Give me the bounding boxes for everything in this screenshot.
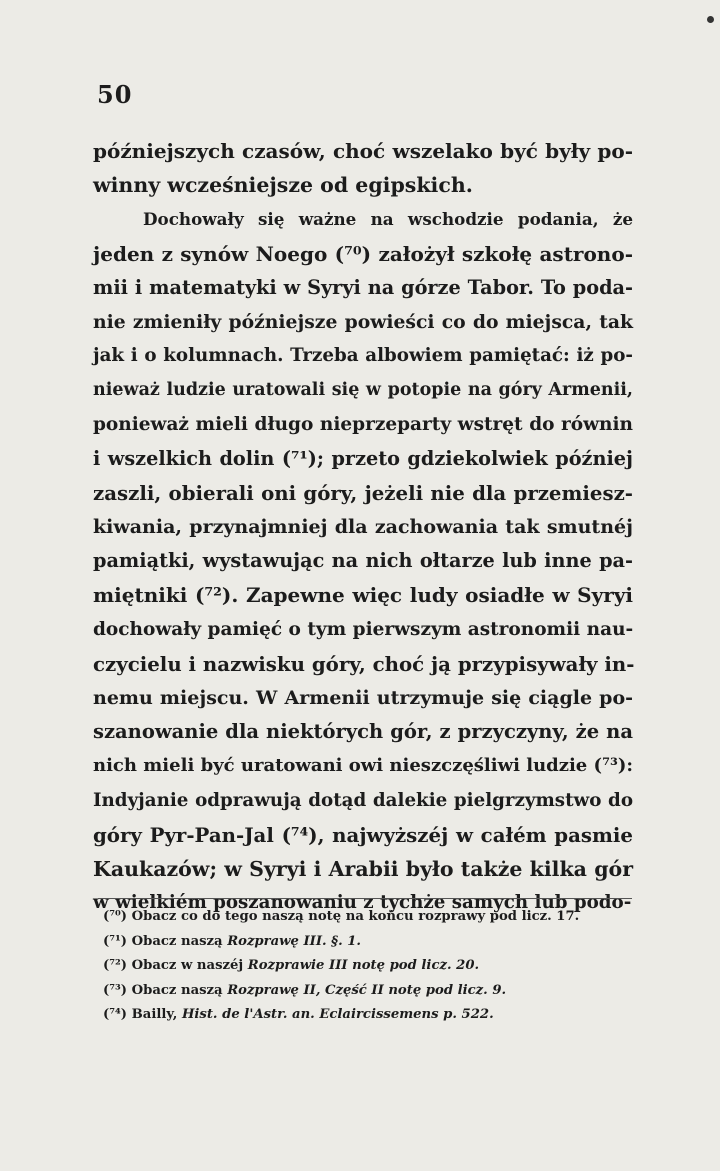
footnote-reference: Rozprawie III notę pod licz. 20. [247, 958, 480, 973]
text-line: nie zmieniły późniejsze powieści co do miejsca, tak [93, 310, 633, 333]
text-line: i wszelkich dolin (⁷¹); przeto gdziekolwiek później [93, 446, 633, 470]
text-line: Dochowały się ważne na wschodzie podania, że [143, 209, 633, 230]
footnote-mark: (⁷¹) [103, 933, 128, 949]
text-line: czycielu i nazwisku góry, choć ją przypisywały in- [93, 651, 635, 676]
footnote-text: Obacz naszą [131, 982, 223, 998]
text-line: mii i matematyki w Syryi na górze Tabor. To poda- [93, 275, 633, 299]
footnote-reference: Rozprawę III. §. 1. [227, 933, 362, 949]
body-text [93, 134, 633, 920]
text-line: jak i o kolumnach. Trzeba albowiem pamiętać: iż po- [93, 345, 633, 367]
footnote-text: Obacz w naszéj [131, 958, 244, 973]
text-line: winny wcześniejsze od egipskich. [93, 173, 473, 198]
footnote-reference: Rozprawę II, Część II notę pod licz. 9. [227, 982, 507, 998]
text-line: jeden z synów Noego (⁷⁰) założył szkołę astrono- [93, 241, 633, 266]
text-line: nemu miejscu. W Armenii utrzymuje się ciągle po- [93, 687, 633, 709]
footnote-reference: Hist. de l'Astr. an. Eclaircissemens p. 522. [181, 1007, 494, 1022]
footnote-text: Obacz naszą [131, 933, 223, 949]
footnote-mark: (⁷³) [103, 982, 128, 998]
text-line: góry Pyr-Pan-Jal (⁷⁴), najwyższéj w całém pasmie [93, 822, 633, 847]
text-line: nieważ ludzie uratowali się w potopie na góry Armenii, [93, 380, 633, 401]
text-line: dochowały pamięć o tym pierwszym astronomii nau- [93, 618, 634, 640]
footnote [103, 954, 633, 979]
text-line: nich mieli być uratowani owi nieszczęśliwi ludzie (⁷³): [93, 755, 633, 777]
text-line: kiwania, przynajmniej dla zachowania tak smutnéj [93, 516, 633, 539]
text-line: Kaukazów; w Syryi i Arabii było także kilka gór [93, 856, 633, 881]
page-number: 50 [97, 80, 133, 109]
text-line: pamiątki, wystawując na nich ołtarze lub inne pa- [93, 549, 633, 573]
text-line: późniejszych czasów, choć wszelako być były po- [93, 139, 633, 163]
footnote [103, 905, 633, 930]
ink-speck [707, 16, 714, 23]
text-line: w wielkiém poszanowaniu z tychże samych lub podo- [93, 892, 632, 914]
footnote [103, 930, 633, 955]
footnote-mark: (⁷⁰) [103, 909, 128, 924]
text-line: Indyjanie odprawują dotąd dalekie pielgrzymstwo do [93, 789, 633, 811]
footnotes [103, 905, 633, 1028]
footnote-text: Obacz co do tego naszą notę na końcu rozprawy pod licz. 17. [131, 909, 580, 924]
text-line: zaszli, obierali oni góry, jeżeli nie dla przemiesz- [93, 480, 633, 505]
footnote [103, 979, 633, 1004]
footnote [103, 1003, 633, 1028]
footnote-mark: (⁷²) [103, 958, 128, 973]
footnote-divider [98, 898, 632, 899]
footnote-text: Bailly, [131, 1007, 178, 1022]
text-line: miętniki (⁷²). Zapewne więc ludy osiadłe w Syryi [93, 583, 633, 608]
text-line: szanowanie dla niektórych gór, z przyczyny, że na [93, 720, 633, 744]
footnote-mark: (⁷⁴) [103, 1007, 128, 1022]
text-line: ponieważ mieli długo nieprzeparty wstręt do równin [93, 413, 633, 435]
